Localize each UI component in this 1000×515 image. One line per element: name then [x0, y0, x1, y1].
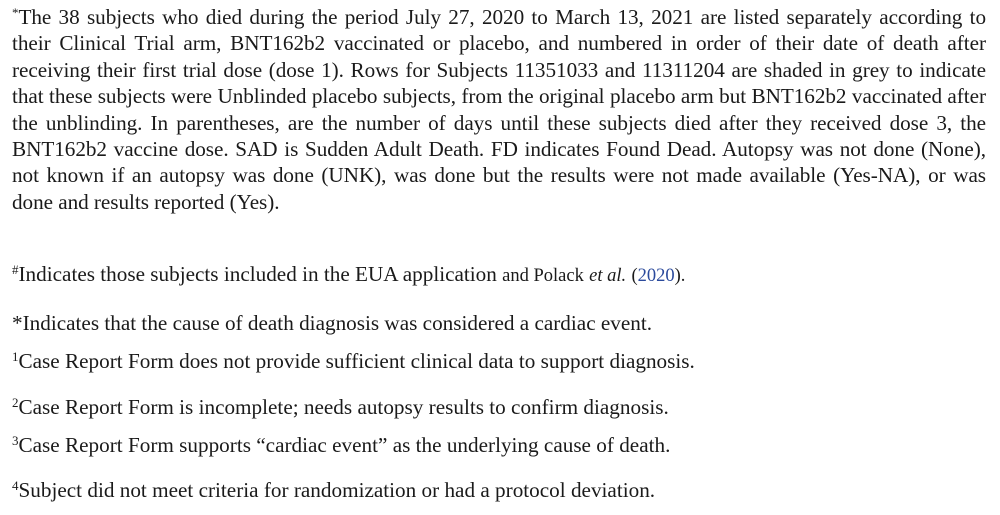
footnote-4: [12, 477, 655, 503]
eua-note-and-text: and Polack: [502, 266, 584, 286]
asterisk-marker: *: [12, 4, 19, 20]
footnote-2-marker: 2: [12, 394, 19, 410]
footnote-3: [12, 432, 670, 458]
table-caption-paragraph: [12, 4, 986, 215]
footnote-1-text: Case Report Form does not provide sufficient clinical data to support diagnosis.: [18, 349, 695, 373]
cardiac-asterisk-marker: *: [12, 311, 23, 335]
et-al-text: et al.: [589, 266, 627, 286]
footnote-3-text: Case Report Form supports “cardiac event” as the underlying cause of death.: [18, 433, 671, 457]
cardiac-note: [12, 310, 652, 336]
footnote-2-text: Case Report Form is incomplete; needs autopsy results to confirm diagnosis.: [18, 395, 669, 419]
eua-note: [12, 261, 685, 289]
eua-note-text: Indicates those subjects included in the EUA application: [18, 262, 497, 286]
citation-link-2020[interactable]: 2020: [637, 266, 675, 286]
citation-open-paren: (: [631, 266, 638, 286]
footnote-2: [12, 394, 669, 420]
footnote-4-marker: 4: [12, 477, 19, 493]
cardiac-note-text: Indicates that the cause of death diagnosis was considered a cardiac event.: [22, 311, 653, 335]
footnote-1: [12, 348, 695, 374]
citation-close-paren: ).: [674, 266, 686, 286]
footnote-3-marker: 3: [12, 432, 19, 448]
hash-marker: #: [12, 261, 19, 277]
caption-text: The 38 subjects who died during the period July 27, 2020 to March 13, 2021 are listed separately according to their Clinical Trial arm, BNT162b2 vaccinated or placebo, and numbered in order of their date of death after receiving their first trial dose (dose 1). Rows for Subjects 11351033 and 11311204 are shaded in grey to indicate that these subjects were Unblinded placebo subjects, from the original placebo arm but BNT162b2 vaccinated after the unblinding. In parentheses, are the number of days until these subjects died after they received dose 3, the BNT162b2 vaccine dose. SAD is Sudden Adult Death. FD indicates Found Dead. Autopsy was not done (None), not known if an autopsy was done (UNK), was done but the results were not made available (Yes-NA), or was done and results reported (Yes).: [12, 5, 986, 214]
footnote-1-marker: 1: [12, 348, 19, 364]
footnote-4-text: Subject did not meet criteria for randomization or had a protocol deviation.: [18, 478, 656, 502]
